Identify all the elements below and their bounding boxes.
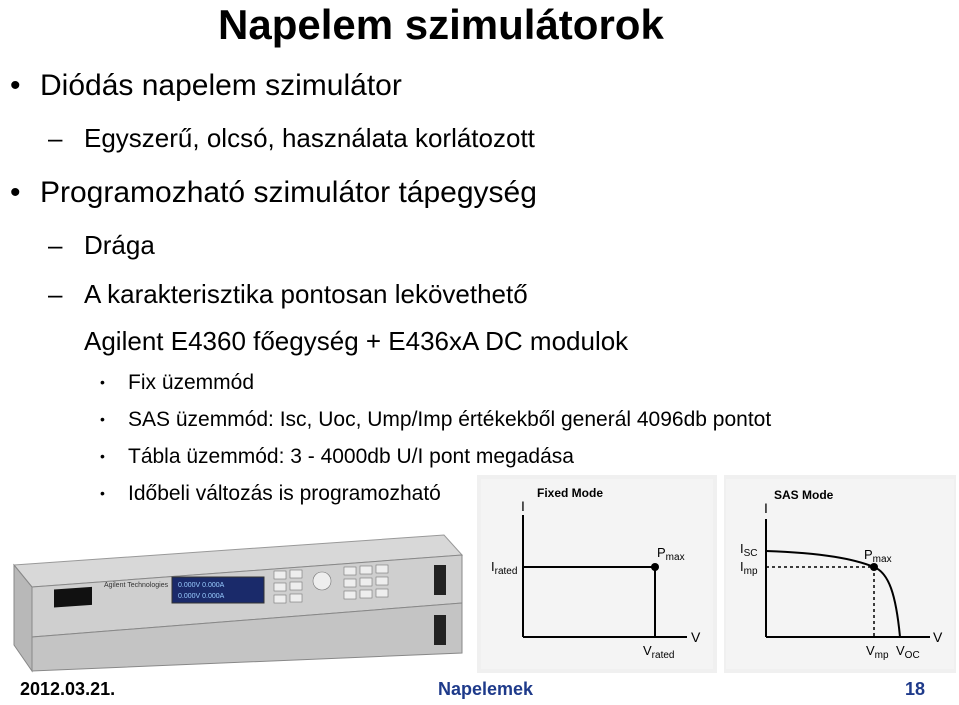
bullet-text: Diódás napelem szimulátor: [40, 69, 402, 102]
output-terminals: [434, 565, 446, 595]
lvl3-tabla: [100, 443, 574, 470]
sas-y-axis-label: I: [764, 500, 768, 516]
key: [376, 565, 388, 573]
fixed-pmax-point: [651, 563, 659, 571]
footer-title: Napelemek: [438, 679, 534, 699]
key: [290, 570, 302, 578]
sas-imp-label: $I_{mp}$: [740, 559, 758, 577]
agilent-device-image: [4, 525, 466, 673]
key: [274, 571, 286, 579]
bullet-text: Drága: [84, 230, 155, 260]
key: [274, 583, 286, 591]
fixed-pmax-label: $P_{max}$: [657, 545, 685, 563]
fixed-y-axis-label: I: [521, 498, 525, 514]
sas-vmp-label: $V_{mp}$: [866, 643, 889, 661]
bullet-marker: •: [100, 485, 105, 501]
bullet-text: Időbeli változás is programozható: [128, 482, 441, 505]
key: [376, 577, 388, 585]
bullet-text: A karakterisztika pontosan lekövethető: [84, 279, 528, 309]
bullet-text: SAS üzemmód: Isc, Uoc, Ump/Imp értékekből generál 4096db pontot: [128, 408, 772, 431]
sas-isc-label: $I_{SC}$: [740, 541, 758, 559]
sas-pmax-label: $P_{max}$: [864, 547, 892, 565]
fixed-mode-title: Fixed Mode: [537, 486, 604, 500]
dash-marker: –: [48, 123, 63, 153]
fixed-x-axis-label: V: [691, 629, 701, 645]
sub-bullet-diodas: [48, 122, 535, 154]
key: [290, 594, 302, 602]
fixed-vrated-label: $V_{rated}$: [643, 643, 675, 661]
fixed-irated-label: $I_{rated}$: [491, 559, 518, 577]
lower-terminals: [434, 615, 446, 645]
key: [360, 566, 372, 574]
sas-voc-label: $V_{OC}$: [896, 643, 920, 661]
bullet-marker: •: [100, 411, 105, 427]
bullet-marker: •: [100, 448, 105, 464]
lvl3-sas: [100, 406, 771, 433]
fixed-mode-chart: [477, 475, 717, 673]
slide-title: Napelem szimulátorok: [218, 1, 664, 48]
dash-marker: –: [48, 230, 63, 260]
bullet-text: Programozható szimulátor tápegység: [40, 176, 537, 209]
fixed-mode-panel: [477, 475, 717, 673]
key: [360, 578, 372, 586]
sas-mode-title: SAS Mode: [774, 488, 834, 502]
lvl3-idobeli: [100, 480, 441, 507]
sas-mode-chart: [724, 475, 956, 673]
key: [344, 579, 356, 587]
sas-x-axis-label: V: [933, 629, 943, 645]
bullet-diodas: [10, 68, 402, 104]
bullet-marker: •: [100, 374, 105, 390]
key: [344, 567, 356, 575]
power-switch: [54, 587, 92, 608]
bullet-text: Egyszerű, olcsó, használata korlátozott: [84, 123, 535, 153]
sas-mode-bg: [726, 479, 954, 669]
bullet-prog: [10, 175, 537, 211]
footer-date: 2012.03.21.: [20, 679, 116, 699]
key: [290, 582, 302, 590]
key: [344, 591, 356, 599]
bullet-text: Fix üzemmód: [128, 371, 255, 394]
device-brand: Agilent Technologies: [104, 582, 169, 589]
bullet-text: Tábla üzemmód: 3 - 4000db U/I pont megadása: [128, 445, 574, 468]
key: [376, 589, 388, 597]
sub-bullet-draga: [48, 229, 155, 261]
key: [360, 590, 372, 598]
key: [274, 595, 286, 603]
dash-marker: –: [48, 279, 63, 309]
sas-mode-panel: [724, 475, 956, 673]
bullet-marker: •: [10, 69, 21, 102]
bullet-marker: •: [10, 176, 21, 209]
page-number: 18: [905, 679, 926, 699]
rotary-knob: [313, 572, 331, 590]
lvl3-fix: [100, 369, 254, 396]
display-line-2: 0.000V 0.000A: [178, 593, 225, 600]
sub-bullet-agilent: Agilent E4360 főegység + E436xA DC modulok: [84, 326, 629, 356]
sub-bullet-karakterisztika: [48, 278, 528, 310]
display-line-1: 0.000V 0.000A: [178, 582, 225, 589]
